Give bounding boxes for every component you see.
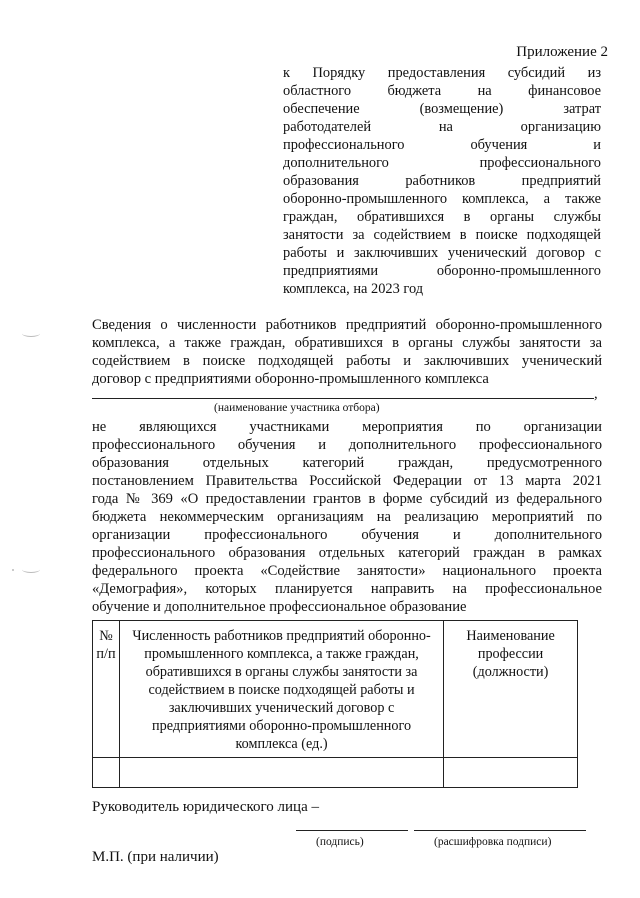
participant-caption: (наименование участника отбора) [214,402,380,414]
participant-name-line [92,398,594,399]
data-table [92,620,578,788]
body-line: обучение и дополнительное профессиональное образование [92,599,467,615]
body-line: образования отдельных категорий граждан, предусмотренного [92,455,602,471]
appendix-line: работодателей на организацию [283,119,601,135]
header-number: № п/п [93,621,120,758]
body-line: профессионального обучения и дополнительного профессионального [92,437,602,453]
heading-line: содействием в поиске подходящей работы и заключивших ученический [92,353,602,369]
header-count: Численность работников предприятий оборонно-промышленного комплекса, а также граждан, обратившихся в органы службы занятости за содействием в поиске подходящей работы и заключивших ученический договор с предприятиями оборонно-промышленного комплекса (ед.) [119,621,443,758]
appendix-line: областного бюджета на финансовое [283,83,601,99]
body-text [92,418,602,616]
table-cell[interactable] [93,758,120,788]
signature-caption: (подпись) [316,836,364,848]
heading-line: комплекса, а также граждан, обратившихся в органы службы занятости за [92,335,602,351]
heading-line: договор с предприятиями оборонно-промышленного комплекса [92,371,489,387]
heading-line: Сведения о численности работников предприятий оборонно-промышленного [92,317,602,333]
body-line: «Демография», которых планируется направить на профессиональное [92,581,602,597]
header-profession: Наименование профессии (должности) [444,621,578,758]
body-line: постановлением Правительства Российской Федерации от 13 марта 2021 [92,473,602,489]
stamp-label: М.П. (при наличии) [92,849,219,865]
appendix-line: работы и заключивших ученический договор с [283,245,601,261]
table-cell[interactable] [119,758,443,788]
body-line: профессионального образования отдельных категорий граждан в рамках [92,545,602,561]
signature-decode-caption: (расшифровка подписи) [434,836,552,848]
appendix-line: предприятиями оборонно-промышленного [283,263,601,279]
appendix-title: Приложение 2 [516,44,608,60]
table-cell[interactable] [444,758,578,788]
appendix-line: оборонно-промышленного комплекса, а также [283,191,601,207]
table-row [93,758,578,788]
body-line: организации профессионального обучения и дополнительного [92,527,602,543]
appendix-line: обеспечение (возмещение) затрат [283,101,601,117]
appendix-line: занятости за содействием в поиске подходящей [283,227,601,243]
document-heading [92,316,602,388]
appendix-line: дополнительного профессионального [283,155,601,171]
appendix-line: комплекса, на 2023 год [283,281,424,297]
scan-dot [12,569,14,571]
appendix-reference [283,64,601,298]
appendix-line: профессионального обучения и [283,137,601,153]
body-line: года № 369 «О предоставлении грантов в форме субсидий из федерального [92,491,602,507]
participant-comma: , [594,386,598,402]
body-line: бюджета некоммерческим организациям на реализацию мероприятий по [92,509,602,525]
appendix-line: к Порядку предоставления субсидий из [283,65,601,81]
head-of-entity-label: Руководитель юридического лица – [92,799,319,815]
scan-mark [22,330,40,337]
signature-line [296,830,408,831]
appendix-line: образования работников предприятий [283,173,601,189]
body-line: не являющихся участниками мероприятия по организации [92,419,602,435]
scan-mark [22,566,40,573]
body-line: федерального проекта «Содействие занятости» национального проекта [92,563,602,579]
signature-decode-line [414,830,586,831]
table-header-row [93,621,578,758]
appendix-line: граждан, обратившихся в органы службы [283,209,601,225]
